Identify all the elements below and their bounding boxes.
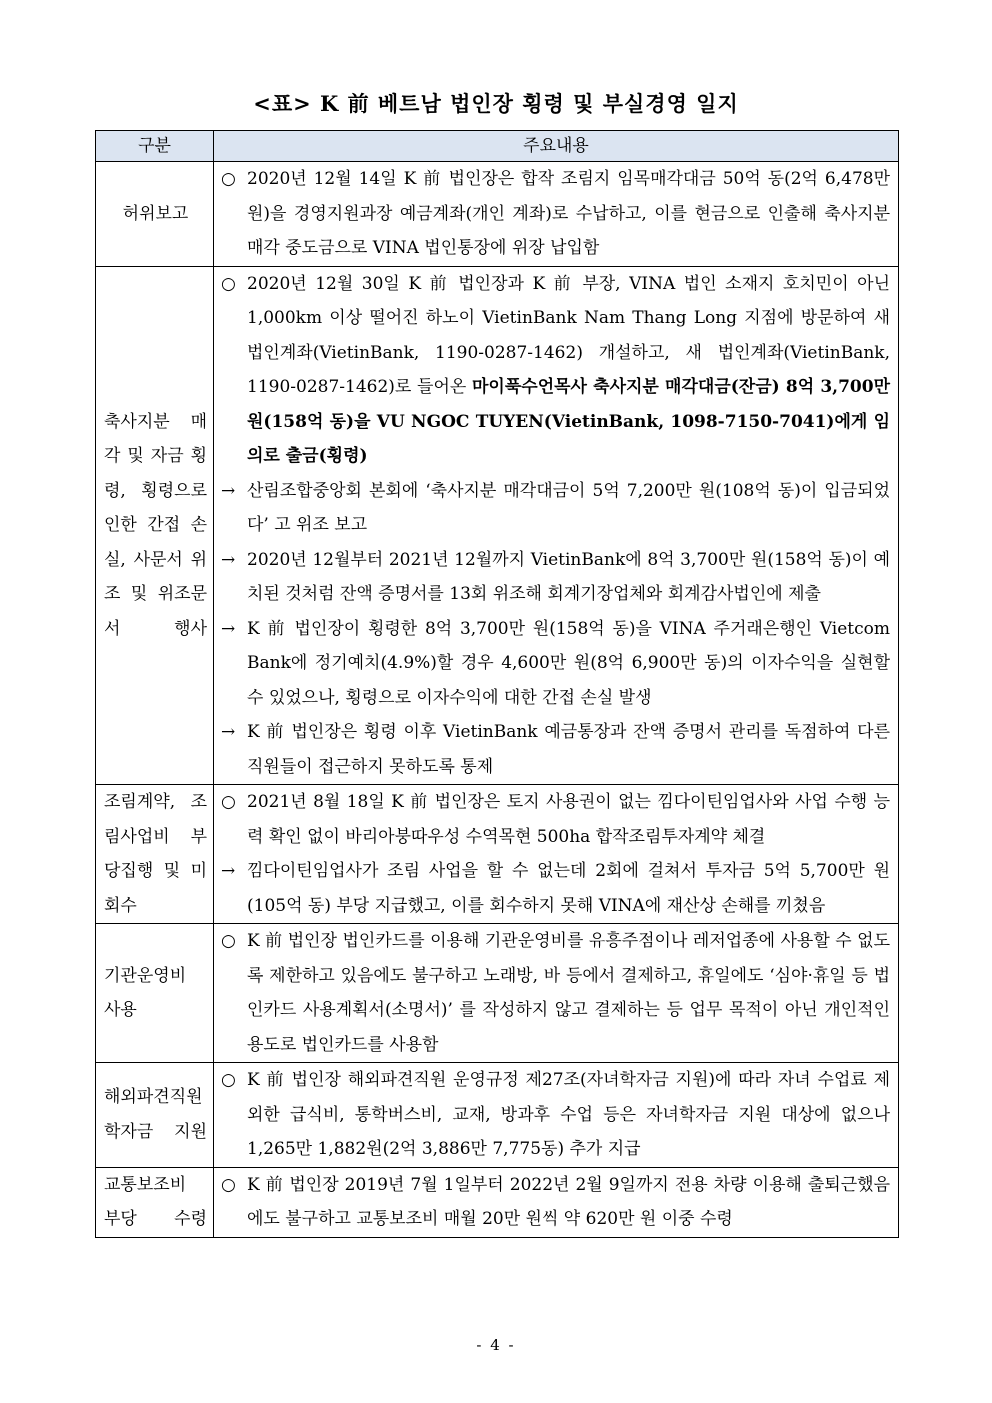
row-category: 허위보고 — [96, 162, 214, 267]
circle-bullet-icon: ○ — [221, 931, 236, 951]
circle-bullet-icon: ○ — [221, 1070, 236, 1090]
item-text: K 前 법인장 해외파견직원 운영규정 제27조(자녀학자금 지원)에 따라 자녀 수업료 제외한 급식비, 통학버스비, 교재, 방과후 수업 등은 자녀학자금 지원 대상에 없으나 1,265만 1,882원(2억 3,886만 7,775동) 추가 지급 — [247, 1070, 890, 1159]
row-category: 기관운영비 사용 — [96, 924, 214, 1063]
row-category: 조림계약, 조림사업비 부당집행 및 미회수 — [96, 785, 214, 924]
list-item — [221, 612, 890, 716]
item-text: K 前 법인장이 횡령한 8억 3,700만 원(158억 동)을 VINA 주거래은행인 Vietcom Bank에 정기예치(4.9%)할 경우 4,600만 원(8억 6,900만 동)의 이자수익을 실현할 수 있었으나, 횡령으로 이자수익에 대한 간접 손실 발생 — [247, 618, 890, 708]
row-category: 해외파견직원 학자금 지원 — [96, 1063, 214, 1168]
arrow-right-icon: → — [221, 861, 236, 881]
item-text: K 前 법인장 2019년 7월 1일부터 2022년 2월 9일까지 전용 차량 이용해 출퇴근했음에도 불구하고 교통보조비 매월 20만 원씩 약 620만 원 이중 수령 — [247, 1174, 890, 1229]
page-number: - 4 - — [476, 1336, 516, 1354]
list-item — [221, 785, 890, 854]
item-text: 2021년 8월 18일 K 前 법인장은 토지 사용권이 없는 낌다이틴임업사와 사업 수행 능력 확인 없이 바리아붕따우성 수역목현 500ha 합작조림투자계약 체결 — [247, 792, 890, 847]
row-content — [214, 924, 899, 1063]
row-content — [214, 266, 899, 785]
list-item — [221, 715, 890, 784]
list-item — [221, 474, 890, 543]
table-row — [96, 266, 899, 785]
item-text: 2020년 12월 14일 K 前 법인장은 합작 조림지 임목매각대금 50억 동(2억 6,478만 원)을 경영지원과장 예금계좌(개인 계좌)로 수납하고, 이를 현금으로 인출해 축사지분 매각 중도금으로 VINA 법인통장에 위장 납입함 — [247, 169, 890, 258]
list-item — [221, 543, 890, 612]
arrow-right-icon: → — [221, 722, 236, 742]
item-text: 산림조합중앙회 본회에 ‘축사지분 매각대금이 5억 7,200만 원(108억 동)이 입금되었다’ 고 위조 보고 — [247, 480, 890, 535]
table-row — [96, 1167, 899, 1237]
table-row — [96, 924, 899, 1063]
list-item — [221, 854, 890, 923]
table-title: <표> K 前 베트남 법인장 횡령 및 부실경영 일지 — [253, 91, 739, 116]
list-item — [221, 267, 890, 474]
table-row — [96, 162, 899, 267]
incident-table — [95, 130, 899, 1238]
circle-bullet-icon: ○ — [221, 1174, 236, 1195]
header-content: 주요내용 — [214, 131, 899, 162]
table-row — [96, 1063, 899, 1168]
arrow-right-icon: → — [221, 480, 236, 501]
row-content — [214, 785, 899, 924]
item-text: 2020년 12월부터 2021년 12월까지 VietinBank에 8억 3,700만 원(158억 동)이 예치된 것처럼 잔액 증명서를 13회 위조해 회계기장업체와 회계감사법인에 제출 — [247, 549, 890, 604]
row-category: 축사지분 매각 및 자금 횡령, 횡령으로 인한 간접 손실, 사문서 위조 및 위조문서 행사 — [96, 266, 214, 785]
item-text: K 前 법인장 법인카드를 이용해 기관운영비를 유흥주점이나 레저업종에 사용할 수 없도록 제한하고 있음에도 불구하고 노래방, 바 등에서 결제하고, 휴일에도 ‘심야·휴일 등 법인카드 사용계획서(소명서)’ 를 작성하지 않고 결제하는 등 업무 목적이 아닌 개인적인 용도로 법인카드를 사용함 — [247, 931, 890, 1055]
row-content — [214, 1063, 899, 1168]
row-content — [214, 162, 899, 267]
list-item — [221, 1063, 890, 1167]
list-item — [221, 1168, 890, 1237]
arrow-right-icon: → — [221, 618, 236, 639]
row-content — [214, 1167, 899, 1237]
item-text: 2020년 12월 30일 K 前 법인장과 K 前 부장, VINA 법인 소재지 호치민이 아닌 1,000km 이상 떨어진 하노이 VietinBank Nam Thang Long 지점에 방문하여 새 법인계좌(VietinBank, 1190-0287-1462) 개설하고, 새 법인계좌(VietinBank, 1190-0287-1462)로 들어온 — [247, 273, 890, 397]
header-category: 구분 — [96, 131, 214, 162]
item-text: K 前 법인장은 횡령 이후 VietinBank 예금통장과 잔액 증명서 관리를 독점하여 다른 직원들이 접근하지 못하도록 통제 — [247, 722, 890, 777]
item-text-bold: 마이푹수언목사 축사지분 매각대금(잔금) 8억 3,700만 원(158억 동)을 VU NGOC TUYEN(VietinBank, 1098-7150-7041)에게 임의로 출금(횡령) — [247, 377, 890, 466]
item-text-wrap — [247, 267, 890, 474]
table-row — [96, 785, 899, 924]
list-item — [221, 924, 890, 1062]
circle-bullet-icon: ○ — [221, 273, 236, 294]
table-header-row — [96, 131, 899, 162]
list-item — [221, 162, 890, 266]
arrow-right-icon: → — [221, 549, 236, 570]
circle-bullet-icon: ○ — [221, 792, 236, 812]
circle-bullet-icon: ○ — [221, 169, 236, 189]
item-text: 낌다이틴임업사가 조림 사업을 할 수 없는데 2회에 걸쳐서 투자금 5억 5,700만 원(105억 동) 부당 지급했고, 이를 회수하지 못해 VINA에 재산상 손해를 끼쳤음 — [247, 861, 890, 916]
row-category: 교통보조비 부당 수령 — [96, 1167, 214, 1237]
